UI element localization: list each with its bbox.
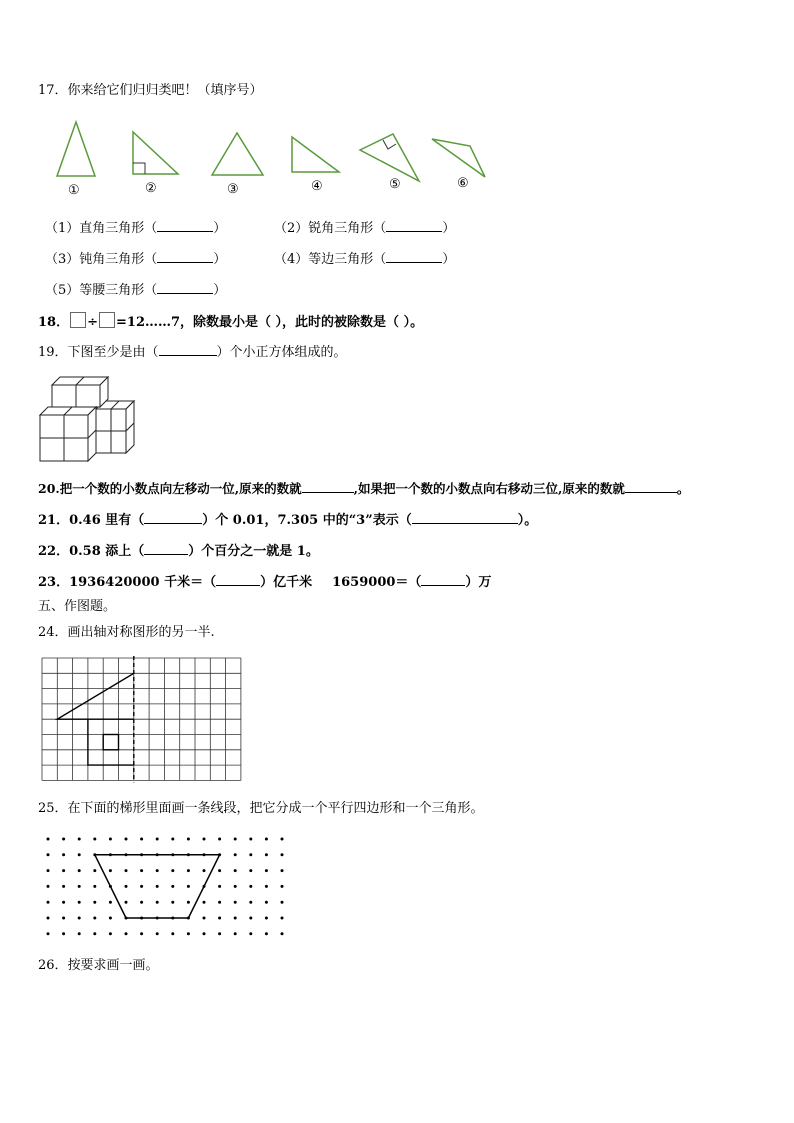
grid-dot[interactable]: [93, 901, 96, 904]
grid-dot[interactable]: [78, 838, 81, 841]
grid-dot[interactable]: [203, 917, 206, 920]
answer-blank[interactable]: [216, 573, 260, 586]
grid-dot[interactable]: [156, 901, 159, 904]
grid-dot[interactable]: [281, 853, 284, 856]
grid-dot[interactable]: [249, 885, 252, 888]
grid-dot[interactable]: [265, 917, 268, 920]
grid-dot[interactable]: [140, 869, 143, 872]
grid-dot[interactable]: [47, 885, 50, 888]
grid-dot[interactable]: [62, 838, 65, 841]
q24-title: 24．画出轴对称图形的另一半.: [38, 625, 215, 640]
grid-dot[interactable]: [171, 869, 174, 872]
grid-dot[interactable]: [47, 853, 50, 856]
grid-dot[interactable]: [265, 932, 268, 935]
q17-item-3: （3）钝角三角形（ ）: [45, 252, 227, 267]
q19: 19．下图至少是由（ ）个小正方体组成的。: [38, 345, 347, 360]
answer-blank[interactable]: [159, 343, 217, 356]
answer-blank[interactable]: [302, 480, 354, 493]
grid-dot[interactable]: [140, 901, 143, 904]
q25-title: 25．在下面的梯形里面画一条线段，把它分成一个平行四边形和一个三角形。: [38, 801, 484, 816]
q21: 21．0.46 里有（ ）个 0.01，7.305 中的“3”表示（ ）。: [38, 513, 538, 528]
grid-dot[interactable]: [171, 838, 174, 841]
q17-item-4: （4）等边三角形（ ）: [274, 252, 456, 267]
grid-dot[interactable]: [93, 838, 96, 841]
shape-label-4: ④: [311, 179, 323, 194]
grid-dot[interactable]: [187, 869, 190, 872]
symmetry-grid[interactable]: [40, 656, 245, 788]
grid-dot[interactable]: [249, 838, 252, 841]
grid-dot[interactable]: [125, 901, 128, 904]
grid-dot[interactable]: [218, 838, 221, 841]
shape-label-6: ⑥: [457, 176, 469, 191]
grid-dot[interactable]: [47, 869, 50, 872]
grid-dot[interactable]: [109, 869, 112, 872]
grid-dot[interactable]: [62, 853, 65, 856]
grid-dot[interactable]: [109, 838, 112, 841]
grid-dot[interactable]: [109, 917, 112, 920]
grid-dot[interactable]: [140, 885, 143, 888]
grid-dot[interactable]: [62, 869, 65, 872]
grid-dot[interactable]: [78, 932, 81, 935]
grid-dot[interactable]: [187, 838, 190, 841]
grid-dot[interactable]: [234, 838, 237, 841]
q18: 18． ÷ =12……7，除数最小是（ ），此时的被除数是（ ）。: [38, 312, 423, 331]
answer-blank[interactable]: [421, 573, 465, 586]
grid-dot[interactable]: [281, 917, 284, 920]
grid-dot[interactable]: [265, 838, 268, 841]
grid-dot[interactable]: [171, 885, 174, 888]
grid-dot[interactable]: [156, 932, 159, 935]
grid-dot[interactable]: [218, 885, 221, 888]
divisor-box[interactable]: [99, 312, 115, 328]
triangle-3: [212, 133, 263, 175]
cube-stack-figure: [38, 373, 148, 468]
shape-label-3: ③: [227, 182, 239, 197]
grid-dot[interactable]: [203, 932, 206, 935]
answer-blank[interactable]: [386, 219, 442, 232]
shape-label-2: ②: [145, 181, 157, 196]
q17-title: 17．你来给它们归归类吧！（填序号）: [38, 83, 263, 98]
grid-dot[interactable]: [93, 932, 96, 935]
answer-blank[interactable]: [625, 480, 677, 493]
grid-dot[interactable]: [265, 901, 268, 904]
grid-dot[interactable]: [47, 917, 50, 920]
triangle-1: [57, 122, 95, 176]
grid-dot[interactable]: [156, 885, 159, 888]
right-angle-mark-5: [383, 140, 396, 149]
grid-dot[interactable]: [249, 901, 252, 904]
grid-dot[interactable]: [125, 869, 128, 872]
grid-dot[interactable]: [78, 901, 81, 904]
q17-item-1: （1）直角三角形（ ）: [45, 221, 227, 236]
grid-dot[interactable]: [156, 869, 159, 872]
half-figure-roof: [57, 673, 134, 719]
grid-dot[interactable]: [187, 901, 190, 904]
grid-dot[interactable]: [109, 901, 112, 904]
grid-dot[interactable]: [265, 853, 268, 856]
answer-blank[interactable]: [412, 511, 518, 524]
dot-grid-trapezoid[interactable]: [44, 835, 294, 939]
q22: 22．0.58 添上（ ）个百分之一就是 1。: [38, 544, 319, 559]
triangle-2: [133, 132, 178, 174]
grid-dot[interactable]: [265, 885, 268, 888]
answer-blank[interactable]: [144, 542, 188, 555]
q26-title: 26．按要求画一画。: [38, 958, 159, 973]
grid-dot[interactable]: [218, 869, 221, 872]
q17-item-2: （2）锐角三角形（ ）: [274, 221, 456, 236]
grid-dot[interactable]: [265, 869, 268, 872]
grid-dot[interactable]: [140, 838, 143, 841]
grid-dot[interactable]: [281, 901, 284, 904]
q20: 20.把一个数的小数点向左移动一位,原来的数就 ,如果把一个数的小数点向右移动三位,原来的数就 。: [38, 481, 690, 496]
grid-dot[interactable]: [78, 853, 81, 856]
grid-dot[interactable]: [78, 869, 81, 872]
grid-dot[interactable]: [249, 932, 252, 935]
right-angle-mark-2: [133, 163, 145, 174]
grid-dot[interactable]: [234, 932, 237, 935]
answer-blank[interactable]: [157, 250, 213, 263]
grid-dot[interactable]: [234, 853, 237, 856]
answer-blank[interactable]: [144, 511, 202, 524]
grid-dot[interactable]: [140, 932, 143, 935]
grid-dot[interactable]: [281, 932, 284, 935]
q17-item-5: （5）等腰三角形（ ）: [45, 283, 227, 298]
grid-dot[interactable]: [125, 932, 128, 935]
grid-dot[interactable]: [187, 885, 190, 888]
grid-dot[interactable]: [187, 932, 190, 935]
grid-dot[interactable]: [62, 932, 65, 935]
grid-dot[interactable]: [47, 901, 50, 904]
grid-dot[interactable]: [203, 869, 206, 872]
grid-dot[interactable]: [93, 869, 96, 872]
grid-dot[interactable]: [171, 932, 174, 935]
grid-dot[interactable]: [62, 901, 65, 904]
grid-dot[interactable]: [62, 917, 65, 920]
grid-dot[interactable]: [249, 853, 252, 856]
grid-dot[interactable]: [47, 932, 50, 935]
dividend-box[interactable]: [70, 312, 86, 328]
grid-dot[interactable]: [109, 932, 112, 935]
grid-dot[interactable]: [234, 917, 237, 920]
grid-dot[interactable]: [234, 869, 237, 872]
grid-dot[interactable]: [234, 901, 237, 904]
grid-dot[interactable]: [218, 901, 221, 904]
grid-dot[interactable]: [171, 901, 174, 904]
grid-dot[interactable]: [249, 869, 252, 872]
grid-dot[interactable]: [249, 917, 252, 920]
grid-dot[interactable]: [218, 932, 221, 935]
half-figure-wall: [88, 719, 134, 765]
grid-dot[interactable]: [62, 885, 65, 888]
grid-dot[interactable]: [78, 885, 81, 888]
grid-dot[interactable]: [125, 838, 128, 841]
grid-dot[interactable]: [203, 838, 206, 841]
grid-dot[interactable]: [93, 917, 96, 920]
grid-dot[interactable]: [281, 838, 284, 841]
grid-dot[interactable]: [47, 838, 50, 841]
half-figure-window: [103, 735, 118, 750]
triangle-6: [432, 139, 485, 177]
grid-dot[interactable]: [281, 869, 284, 872]
triangle-4: [292, 137, 339, 172]
shape-label-1: ①: [68, 183, 80, 198]
grid-dot[interactable]: [125, 885, 128, 888]
q23: 23．1936420000 千米＝（ ）亿千米 1659000＝（ ）万: [38, 575, 492, 590]
grid-dot[interactable]: [156, 838, 159, 841]
grid-dot[interactable]: [93, 885, 96, 888]
triangle-5: [360, 134, 419, 181]
shape-label-5: ⑤: [389, 177, 401, 192]
grid-dot[interactable]: [218, 917, 221, 920]
answer-blank[interactable]: [157, 281, 213, 294]
grid-dot[interactable]: [78, 917, 81, 920]
grid-dot[interactable]: [281, 885, 284, 888]
grid-dot[interactable]: [234, 885, 237, 888]
answer-blank[interactable]: [386, 250, 442, 263]
answer-blank[interactable]: [157, 219, 213, 232]
section-heading: 五、作图题。: [38, 599, 117, 614]
grid-dot[interactable]: [203, 901, 206, 904]
q17-triangles: [0, 0, 794, 200]
